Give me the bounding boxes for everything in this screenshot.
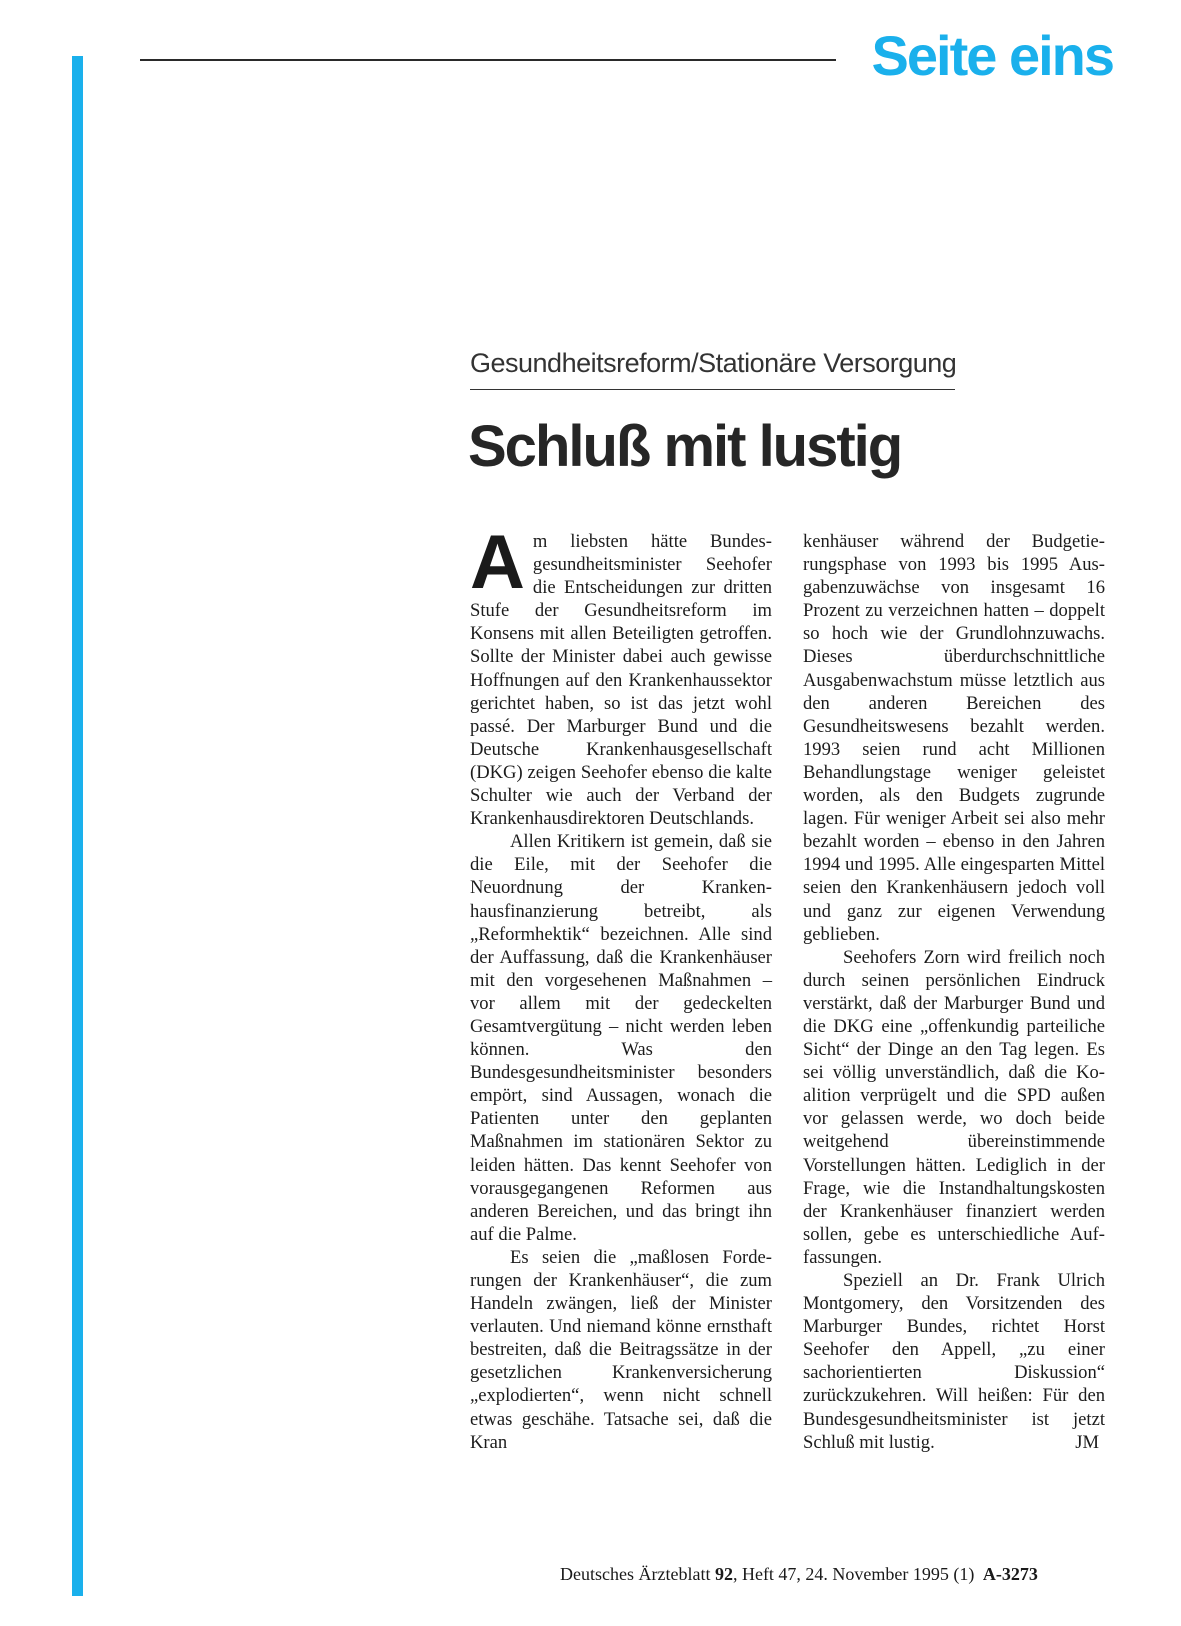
accent-side-bar [72,56,83,1596]
paragraph-text: Speziell an Dr. Frank Ulrich Montgomery, den Vorsitzenden des Marburger Bundes, richtet Horst Seehofer den Appell, „zu einer sachorientierten Diskussion“ zurückzukehren. Will heißen: Für den Bundesgesundheitsminister ist jetzt Schluß mit lustig. [803,1270,1105,1453]
article-paragraph: Allen Kritikern ist gemein, daß sie die Eile, mit der Seehofer die Neuordnung der Krankenhausfinanzierung betreibt, als „Reformhektik“ bezeichnen. Alle sind der Auffassung, daß die Krankenhäuser mit den vorgesehenen Maßnahmen – vor allem mit der gedeckelten Gesamtvergütung – nicht werden leben können. Was den Bundesgesundheitsminister besonders empört, sind Aussagen, wonach die Patienten unter den geplanten Maßnahmen im stationären Sektor zu leiden hätten. Das kennt Seehofer von vorausgegangenen Reformen aus anderen Bereichen, und das bringt ihn auf die Palme. [470,831,772,1245]
page-number: A-3273 [982,1564,1038,1584]
section-label: Seite eins [871,24,1113,87]
top-rule [140,59,836,61]
article-column-right [803,530,1105,1454]
article-paragraph: Es seien die „maßlosen Forderungen der Krankenhäuser“, die zum Handeln zwängen, ließ der Minister verlauten. Und niemand könne ernsthaft bestreiten, daß die Beitragssätze in der gesetzlichen Krankenversicherung „explodierten“, wenn nicht schnell etwas geschähe. Tatsache sei, daß die Kran [470,1246,772,1453]
article-paragraph: kenhäuser während der Budgetierungsphase von 1993 bis 1995 Ausgabenzuwächse von insgesamt 16 Prozent zu verzeichnen hatten – doppelt so hoch wie der Grundlohnzuwachs. Dieses überdurchschnittliche Ausgabenwachstum müsse letztlich aus den anderen Bereichen des Gesundheitswesens bezahlt werden. 1993 seien rund acht Millionen Behandlungstage weniger geleistet worden, als den Budgets zugrunde lagen. Für weniger Arbeit sei also mehr bezahlt worden – ebenso in den Jahren 1994 und 1995. Alle eingesparten Mittel seien den Krankenhäusern jedoch voll und ganz zur eigenen Verwendung geblieben. [803,531,1105,945]
article-column-left [470,520,772,1454]
journal-volume: 92 [714,1564,733,1584]
page-footer [560,1564,1096,1585]
issue-info: , Heft 47, 24. November 1995 (1) [732,1564,975,1584]
paragraph-text: m liebsten hätte Bundesgesundheitsminister Seehofer die Entscheidungen zur dritten Stufe der Gesundheitsreform im Konsens mit allen Beteiligten getroffen. Sollte der Minister dabei auch gewisse Hoffnungen auf den Krankenhaussektor gerichtet haben, so ist das jetzt wohl passé. Der Marburger Bund und die Deutsche Krankenhausgesellschaft (DKG) zeigen Seehofer ebenso die kalte Schulter wie auch der Verband der Krankenhausdirektoren Deutschlands. [470,531,772,830]
article-paragraph [470,520,772,830]
journal-name: Deutsches Ärzteblatt [560,1564,711,1584]
article-paragraph [803,1269,1105,1454]
headline: Schluß mit lustig [468,414,902,479]
author-signature: JM [1075,1431,1099,1453]
drop-cap: A [470,520,525,605]
article-paragraph: Seehofers Zorn wird freilich noch durch seinen persönlichen Eindruck verstärkt, daß der Marburger Bund und die DKG eine „offenkundig parteiliche Sicht“ der Dinge an den Tag legen. Es sei völlig unverständlich, daß die Koalition verprügelt und die SPD außen vor gelassen werde, wo doch beide weitgehend übereinstimmende Vorstellungen hätten. Lediglich in der Frage, wie die Instandhaltungskosten der Krankenhäuser finanziert werden sollen, gebe es unterschiedliche Auffassungen. [803,946,1105,1268]
rubric: Gesundheitsreform/Stationäre Versorgung [470,350,955,390]
